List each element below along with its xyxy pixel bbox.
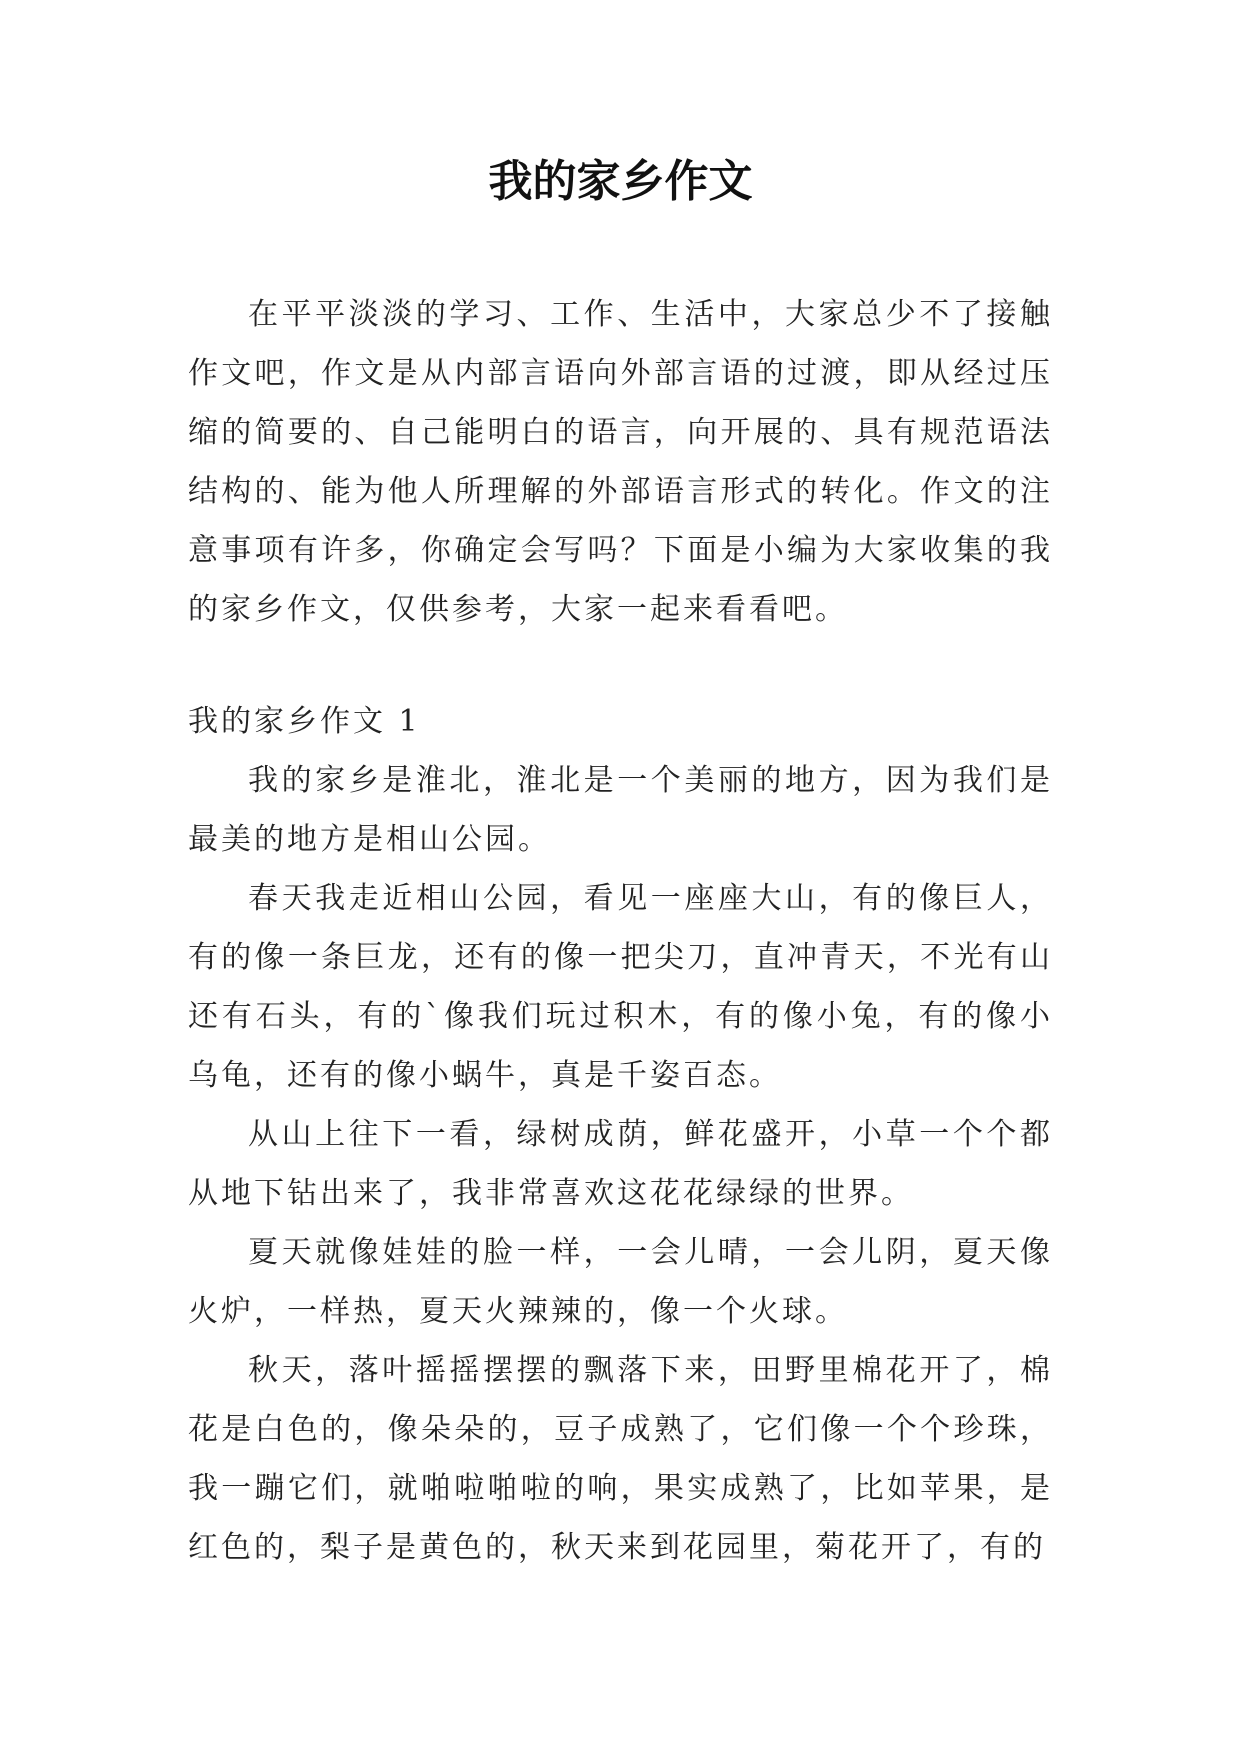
intro-section [188,285,1053,639]
intro-paragraph: 在平平淡淡的学习、工作、生活中，大家总少不了接触作文吧，作文是从内部言语向外部言语的过渡，即从经过压缩的简要的、自己能明白的语言，向开展的、具有规范语法结构的、能为他人所理解的外部语言形式的转化。作文的注意事项有许多，你确定会写吗？下面是小编为大家收集的我的家乡作文，仅供参考，大家一起来看看吧。 [188,297,1053,627]
essay-paragraph: 从山上往下一看，绿树成荫，鲜花盛开，小草一个个都从地下钻出来了，我非常喜欢这花花绿绿的世界。 [188,1117,1053,1211]
essay-paragraph: 秋天，落叶摇摇摆摆的飘落下来，田野里棉花开了，棉花是白色的，像朵朵的，豆子成熟了，它们像一个个珍珠，我一蹦它们，就啪啦啪啦的响，果实成熟了，比如苹果，是红色的，梨子是黄色的，秋天来到花园里，菊花开了，有的 [188,1353,1053,1565]
essay-body [188,751,1053,1577]
document-title: 我的家乡作文 [488,156,753,207]
essay-paragraph: 我的家乡是淮北，淮北是一个美丽的地方，因为我们是最美的地方是相山公园。 [188,763,1053,857]
essay-paragraph: 夏天就像娃娃的脸一样，一会儿晴，一会儿阴，夏天像火炉，一样热，夏天火辣辣的，像一个火球。 [188,1235,1053,1329]
essay-paragraph: 春天我走近相山公园，看见一座座大山，有的像巨人，有的像一条巨龙，还有的像一把尖刀，直冲青天，不光有山还有石头，有的`像我们玩过积木，有的像小兔，有的像小乌龟，还有的像小蜗牛，真是千姿百态。 [188,881,1053,1093]
section-heading: 我的家乡作文 1 [188,704,421,739]
